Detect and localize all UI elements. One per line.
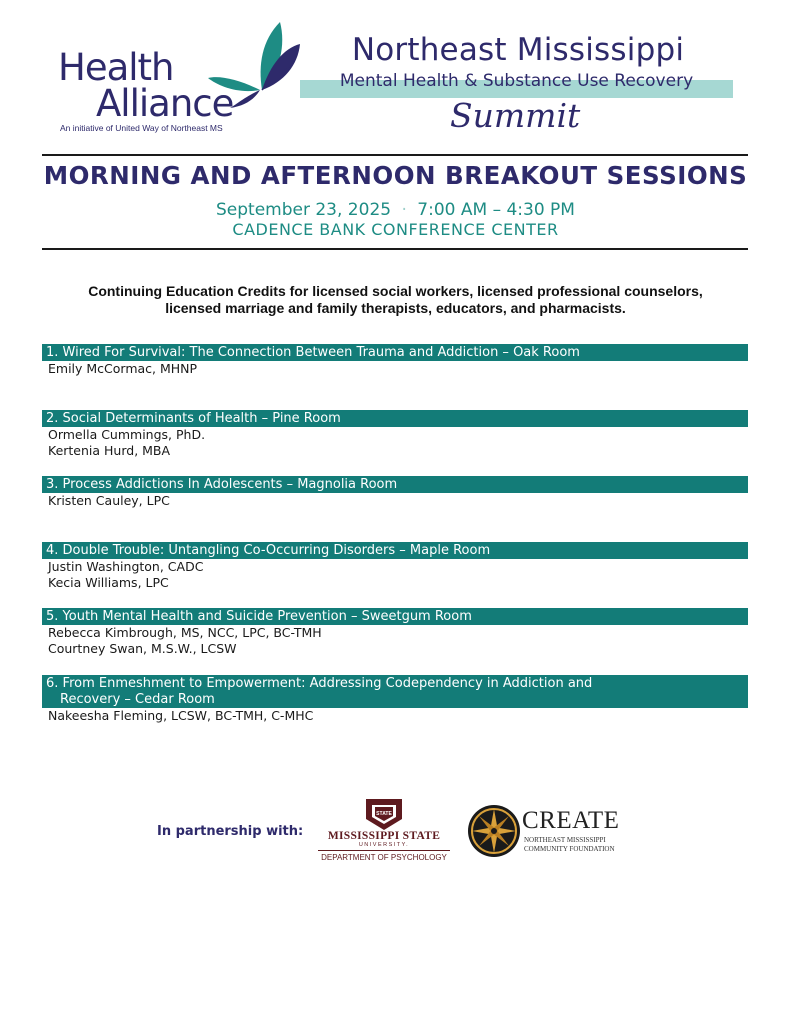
create-name: CREATE (522, 807, 620, 834)
msu-university: UNIVERSITY. (358, 842, 410, 848)
health-alliance-logo (58, 20, 308, 140)
msu-logo (318, 797, 450, 867)
session-speaker: Kristen Cauley, LPC (48, 493, 170, 508)
session-speaker: Kertenia Hurd, MBA (48, 443, 171, 458)
event-date-time (0, 200, 791, 220)
session-speaker: Ormella Cummings, PhD. (48, 427, 206, 442)
date-separator: · (401, 200, 407, 220)
logo-word-alliance: Alliance (96, 82, 234, 125)
session-title: 3. Process Addictions In Adolescents – Magnolia Room (42, 476, 748, 493)
event-venue: CADENCE BANK CONFERENCE CENTER (232, 220, 559, 239)
msu-name: MISSISSIPPI STATE (327, 830, 441, 842)
bottom-divider (42, 248, 748, 250)
summit-script-word: Summit (450, 96, 581, 135)
session-title: 5. Youth Mental Health and Suicide Prevention – Sweetgum Room (42, 608, 748, 625)
ce-credits-line1: Continuing Education Credits for licensed social workers, licensed professional counselors, (88, 283, 703, 299)
create-subtitle-2: COMMUNITY FOUNDATION (524, 845, 615, 853)
partnership-label: In partnership with: (157, 824, 304, 839)
session-speaker: Courtney Swan, M.S.W., LCSW (48, 641, 237, 656)
page-title: MORNING AND AFTERNOON BREAKOUT SESSIONS (43, 161, 748, 190)
session-speaker: Rebecca Kimbrough, MS, NCC, LPC, BC-TMH (48, 625, 322, 640)
msu-department: DEPARTMENT OF PSYCHOLOGY (321, 853, 447, 862)
event-date: September 23, 2025 (216, 200, 392, 220)
session-5 (42, 608, 748, 657)
msu-divider (318, 850, 450, 851)
session-title: 1. Wired For Survival: The Connection Between Trauma and Addiction – Oak Room (42, 344, 748, 361)
logo-word-health: Health (58, 46, 174, 89)
summit-subtitle: Mental Health & Substance Use Recovery (339, 71, 694, 91)
session-1 (42, 344, 748, 377)
session-speaker: Nakeesha Fleming, LCSW, BC-TMH, C-MHC (48, 708, 314, 723)
logo-tagline: An initiative of United Way of Northeast MS (60, 123, 223, 133)
compass-icon (466, 803, 522, 859)
session-title (42, 675, 748, 708)
session-2 (42, 410, 748, 459)
session-title-line1: 6. From Enmeshment to Empowerment: Addressing Codependency in Addiction and (46, 676, 593, 691)
session-speaker: Kecia Williams, LPC (48, 575, 169, 590)
create-foundation-logo (466, 803, 626, 863)
top-divider (42, 154, 748, 156)
session-title-line2: Recovery – Cedar Room (60, 692, 215, 707)
summit-title: Northeast Mississippi (351, 32, 685, 68)
session-6 (42, 675, 748, 724)
session-speaker: Emily McCormac, MHNP (48, 361, 198, 376)
session-title: 2. Social Determinants of Health – Pine Room (42, 410, 748, 427)
msu-seal-icon (362, 797, 406, 831)
session-4 (42, 542, 748, 591)
ce-credits-line2: licensed marriage and family therapists, educators, and pharmacists. (165, 300, 626, 316)
ce-credits-note (40, 283, 751, 317)
session-title: 4. Double Trouble: Untangling Co-Occurring Disorders – Maple Room (42, 542, 748, 559)
session-3 (42, 476, 748, 509)
create-subtitle-1: NORTHEAST MISSISSIPPI (524, 836, 606, 844)
session-speaker: Justin Washington, CADC (48, 559, 204, 574)
msu-seal-text: STATE (376, 811, 392, 817)
event-time: 7:00 AM – 4:30 PM (417, 200, 575, 220)
